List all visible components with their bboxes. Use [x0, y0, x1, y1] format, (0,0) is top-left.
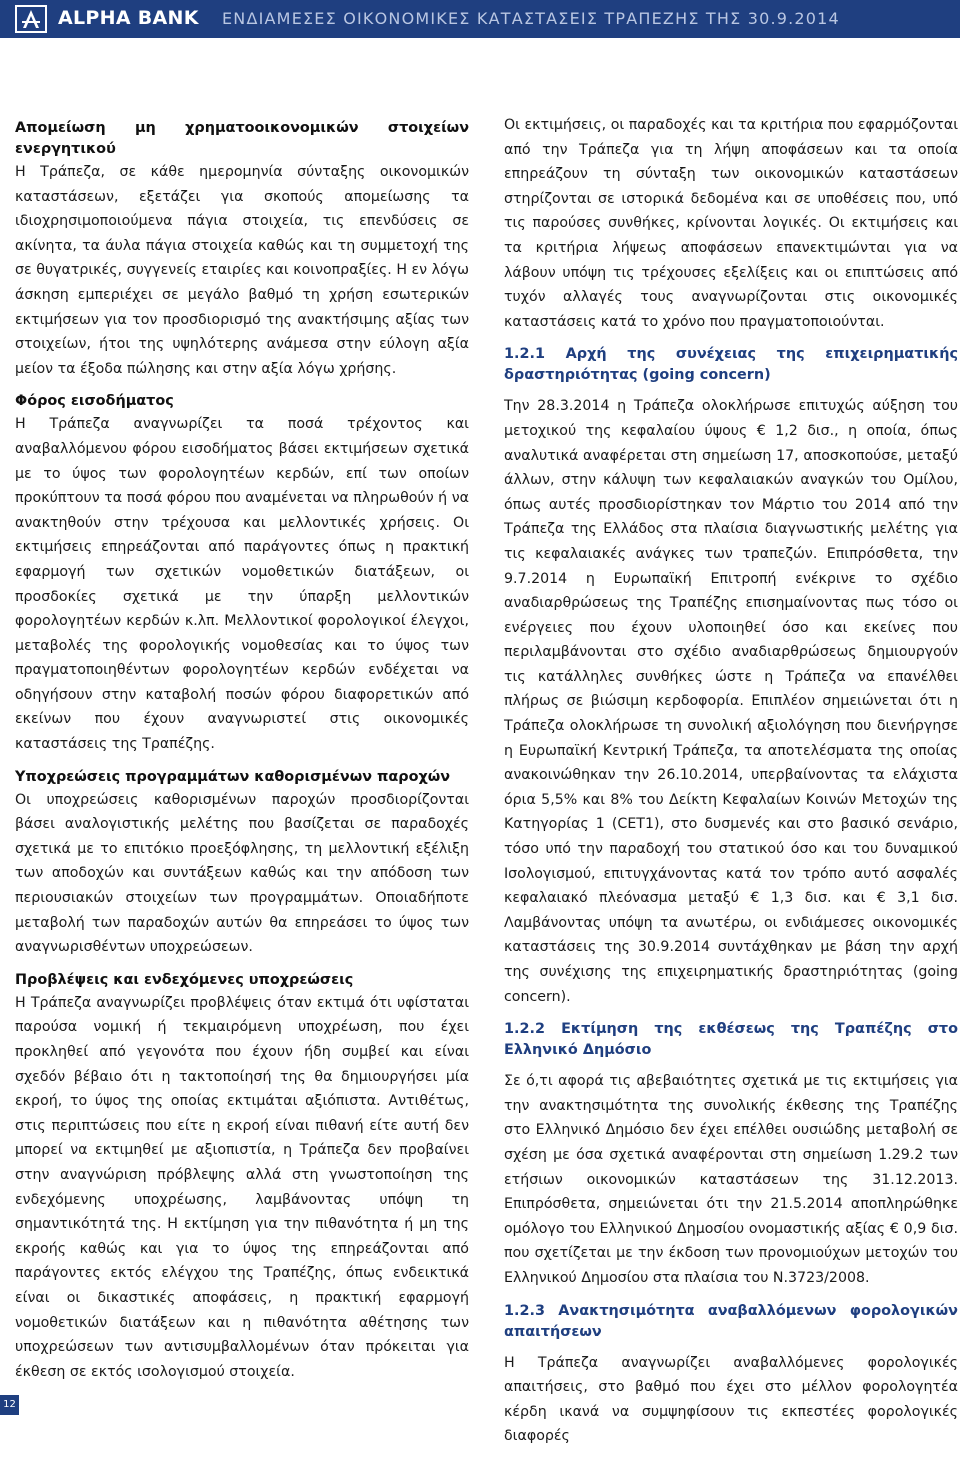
section-heading: Προβλέψεις και ενδεχόμενες υποχρεώσεις: [15, 971, 354, 988]
subsection-title: Ανακτησιμότητα αναβαλλόμενων φορολογικών απαιτήσεων: [504, 1302, 958, 1340]
subsection-title: Εκτίμηση της εκθέσεως της Τραπέζης στο Ελληνικό Δημόσιο: [504, 1021, 958, 1059]
report-title: ΕΝΔΙΑΜΕΣΕΣ ΟΙΚΟΝΟΜΙΚΕΣ ΚΑΤΑΣΤΑΣΕΙΣ ΤΡΑΠΕΖΗΣ ΤΗΣ 30.9.2014: [222, 9, 840, 28]
subsection-heading: [504, 1019, 958, 1061]
section-heading: Υποχρεώσεις προγραμμάτων καθορισμένων παροχών: [15, 768, 451, 785]
subsection-title: Αρχή της συνέχειας της επιχειρηματικής δραστηριότητας (going concern): [504, 346, 958, 384]
paragraph: Η Τράπεζα αναγνωρίζει προβλέψεις όταν εκτιμά ότι υφίσταται παρούσα νομική ή τεκμαιρόμενη υποχρέωση, που έχει προκληθεί από γεγονότα που έχουν ήδη συμβεί και είναι σχεδόν βέβαιο ότι η τακτοποίησή της θα δημιουργήσει μία εκροή, το ύψος της οποίας εκτιμάται αξιόπιστα. Αντιθέτως, στις περιπτώσεις που είτε η εκροή είναι πιθανή είτε αυτή δεν μπορεί να εκτιμηθεί με αξιοπιστία, η Τράπεζα δεν προβαίνει στην αναγνώριση πρόβλεψης αλλά στη γνωστοποίηση της ενδεχόμενης υποχρέωσης, λαμβάνοντας υπόψη τη σημαντικότητά της. Η εκτίμηση για την πιθανότητα ή μη της εκροής καθώς και για το ύψος της επηρεάζονται από παράγοντες εκτός ελέγχου της Τραπέζης, όπως ενδεικτικά είναι οι δικαστικές αποφάσεις, η πρακτική εφαρμογή νομοθετικών διατάξεων και η πιθανότητα αθέτησης των υποχρεώσεων των αντισυμβαλλομένων όταν πρόκειται για έκθεση σε εκτός ισολογισμού στοιχεία.: [15, 994, 469, 1380]
alpha-bank-logo-icon: [15, 5, 47, 33]
paragraph: Η Τράπεζα αναγνωρίζει αναβαλλόμενες φορολογικές απαιτήσεις, στο βαθμό που έχει στο μέλλον φορολογητέα κέρδη ικανά να συμψηφίσουν τις εκπεστέες φορολογικές διαφορές: [504, 1354, 958, 1445]
subsection-number: 1.2.2: [504, 1021, 545, 1038]
subsection-number: 1.2.1: [504, 346, 545, 363]
subsection-number: 1.2.3: [504, 1302, 545, 1319]
section-heading: Φόρος εισοδήματος: [15, 393, 174, 410]
section-heading: Απομείωση μη χρηματοοικονομικών στοιχείων ενεργητικού: [15, 120, 469, 157]
page-number: 12: [0, 1395, 19, 1415]
paragraph: Σε ό,τι αφορά τις αβεβαιότητες σχετικά με τις εκτιμήσεις για την ανακτησιμότητα της συνολικής έκθεσης της Τραπέζης στο Ελληνικό Δημόσιο δεν έχει επέλθει ουσιώδης μεταβολή σε σχέση με όσα σχετικά αναφέρονται στη σημείωση 1.29.2 των ετήσιων οικονομικών καταστάσεων της 31.12.2013. Επιπρόσθετα, σημειώνεται ότι την 21.5.2014 αποπληρώθηκε ομόλογο του Ελληνικού Δημοσίου ονομαστικής αξίας € 0,9 δισ. που σχετίζεται με την έκδοση των προνομιούχων μετοχών του Ελληνικού Δημοσίου στα πλαίσια του Ν.3723/2008.: [504, 1073, 958, 1286]
bank-name: ALPHA BANK: [58, 7, 199, 29]
intro-paragraph: Οι εκτιμήσεις, οι παραδοχές και τα κριτήρια που εφαρμόζονται από την Τράπεζα για τη λήψη αποφάσεων και τα οποία επηρεάζουν τη σύνταξη των οικονομικών καταστάσεων στηρίζονται σε ιστορικά δεδομένα και σε υποθέσεις που, υπό τις παρούσες συνθήκες, κρίνονται λογικές. Οι εκτιμήσεις και τα κριτήρια λήψεως αποφάσεων επανεκτιμώνται για να λάβουν υπόψη τις τρέχουσες εξελίξεις και οι επιπτώσεις από τυχόν αλλαγές τους αναγνωρίζονται στις οικονομικές καταστάσεις κατά το χρόνο που πραγματοποιούνται.: [504, 117, 958, 330]
header-bar: [0, 0, 960, 38]
subsection-heading: [504, 1301, 958, 1343]
paragraph: Η Τράπεζα, σε κάθε ημερομηνία σύνταξης οικονομικών καταστάσεων, εξετάζει για σκοπούς απομείωσης τα ιδιοχρησιμοποιούμενα πάγια στοιχεία, τις επενδύσεις σε ακίνητα, τα άυλα πάγια στοιχεία καθώς και τη συμμετοχή της σε θυγατρικές, συγγενείς εταιρίες και κοινοπραξίες. Η εν λόγω άσκηση εμπεριέχει σε μεγάλο βαθμό τη χρήση εσωτερικών εκτιμήσεων για τον προσδιορισμό της ανακτήσιμης αξίας των στοιχείων, ήτοι της υψηλότερης ανάμεσα στην εύλογη αξία μείον τα έξοδα πώλησης και στην αξία λόγω χρήσης.: [15, 164, 469, 377]
paragraph: Την 28.3.2014 η Τράπεζα ολοκλήρωσε επιτυχώς αύξηση του μετοχικού της κεφαλαίου ύψους € 1,2 δισ., η οποία, όπως αναλυτικά αναφέρεται στη σημείωση 17, αποσκοπούσε, μεταξύ άλλων, στην κάλυψη των κεφαλαιακών αναγκών του Ομίλου, όπως αυτές προσδιορίστηκαν τον Μάρτιο του 2014 από την Τράπεζα της Ελλάδος στα πλαίσια διαγνωστικής μελέτης για τις κεφαλαιακές ανάγκες των τραπεζών. Επιπρόσθετα, την 9.7.2014 η Ευρωπαϊκή Επιτροπή ενέκρινε το σχέδιο αναδιαρθρώσεως της Τραπέζης επισημαίνοντας πως τόσο οι ενέργειες που έχουν υλοποιηθεί όσο και εκείνες που περιλαμβάνονται στο σχέδιο αναδιαρθρώσεως δημιουργούν τις κατάλληλες συνθήκες ώστε η Τράπεζα να επανέλθει πλήρως σε βιώσιμη κερδοφορία. Επιπλέον σημειώνεται ότι η Τράπεζα ολοκλήρωσε τη συνολική αξιολόγηση που διενήργησε η Ευρωπαϊκή Κεντρική Τράπεζα, τα αποτελέσματα της οποίας ανακοινώθηκαν την 26.10.2014, υπερβαίνοντας τα ελάχιστα όρια 5,5% και 8% του Δείκτη Κεφαλαίων Κοινών Μετοχών της Κατηγορίας 1 (CET1), στο δυσμενές και στο βασικό σενάριο, τόσο υπό την παραδοχή του στατικού όσο και του δυναμικού Ισολογισμού, επιτυγχάνοντας κατά τον τρόπο αυτό ασφαλές κεφαλαιακό πλεόνασμα μεταξύ € 1,3 δισ. και € 3,1 δισ. Λαμβάνοντας υπόψη τα ανωτέρω, οι ενδιάμεσες οικονομικές καταστάσεις της 30.9.2014 συντάχθηκαν με βάση την αρχή της συνέχισης της επιχειρηματικής δραστηριότητας (going concern).: [504, 398, 958, 1005]
left-column: [15, 118, 469, 1394]
paragraph: Οι υποχρεώσεις καθορισμένων παροχών προσδιορίζονται βάσει αναλογιστικής μελέτης που βασίζεται σε παραδοχές σχετικά με το επιτόκιο προεξόφλησης, τη μελλοντική εξέλιξη των αποδοχών και συντάξεων καθώς και την απόδοση των περιουσιακών στοιχείων των προγραμμάτων. Οποιαδήποτε μεταβολή των παραδοχών αυτών θα επηρεάσει το ύψος των αναγνωρισθέντων υποχρεώσεων.: [15, 791, 469, 956]
right-column: [504, 113, 958, 1459]
paragraph: Η Τράπεζα αναγνωρίζει τα ποσά τρέχοντος και αναβαλλόμενου φόρου εισοδήματος βάσει εκτιμήσεων σχετικά με το ύψος των φορολογητέων κερδών, επί των οποίων προκύπτουν τα ποσά φόρου που αναμένεται να πληρωθούν ή να ανακτηθούν στην τρέχουσα και μελλοντικές χρήσεις. Οι εκτιμήσεις επηρεάζονται από παράγοντες όπως η πρακτική εφαρμογή των σχετικών νομοθετικών διατάξεων, οι προσδοκίες σχετικά με την ύπαρξη μελλοντικών φορολογητέων κερδών κ.λπ. Μελλοντικοί φορολογικοί έλεγχοι, μεταβολές της φορολογικής νομοθεσίας και το ύψος των πραγματοποιηθέντων φορολογητέων κερδών ενδέχεται να οδηγήσουν στην καταβολή ποσών φόρου διαφορετικών από εκείνων που έχουν αναγνωριστεί στις οικονομικές καταστάσεις της Τραπέζης.: [15, 416, 469, 753]
subsection-heading: [504, 344, 958, 386]
